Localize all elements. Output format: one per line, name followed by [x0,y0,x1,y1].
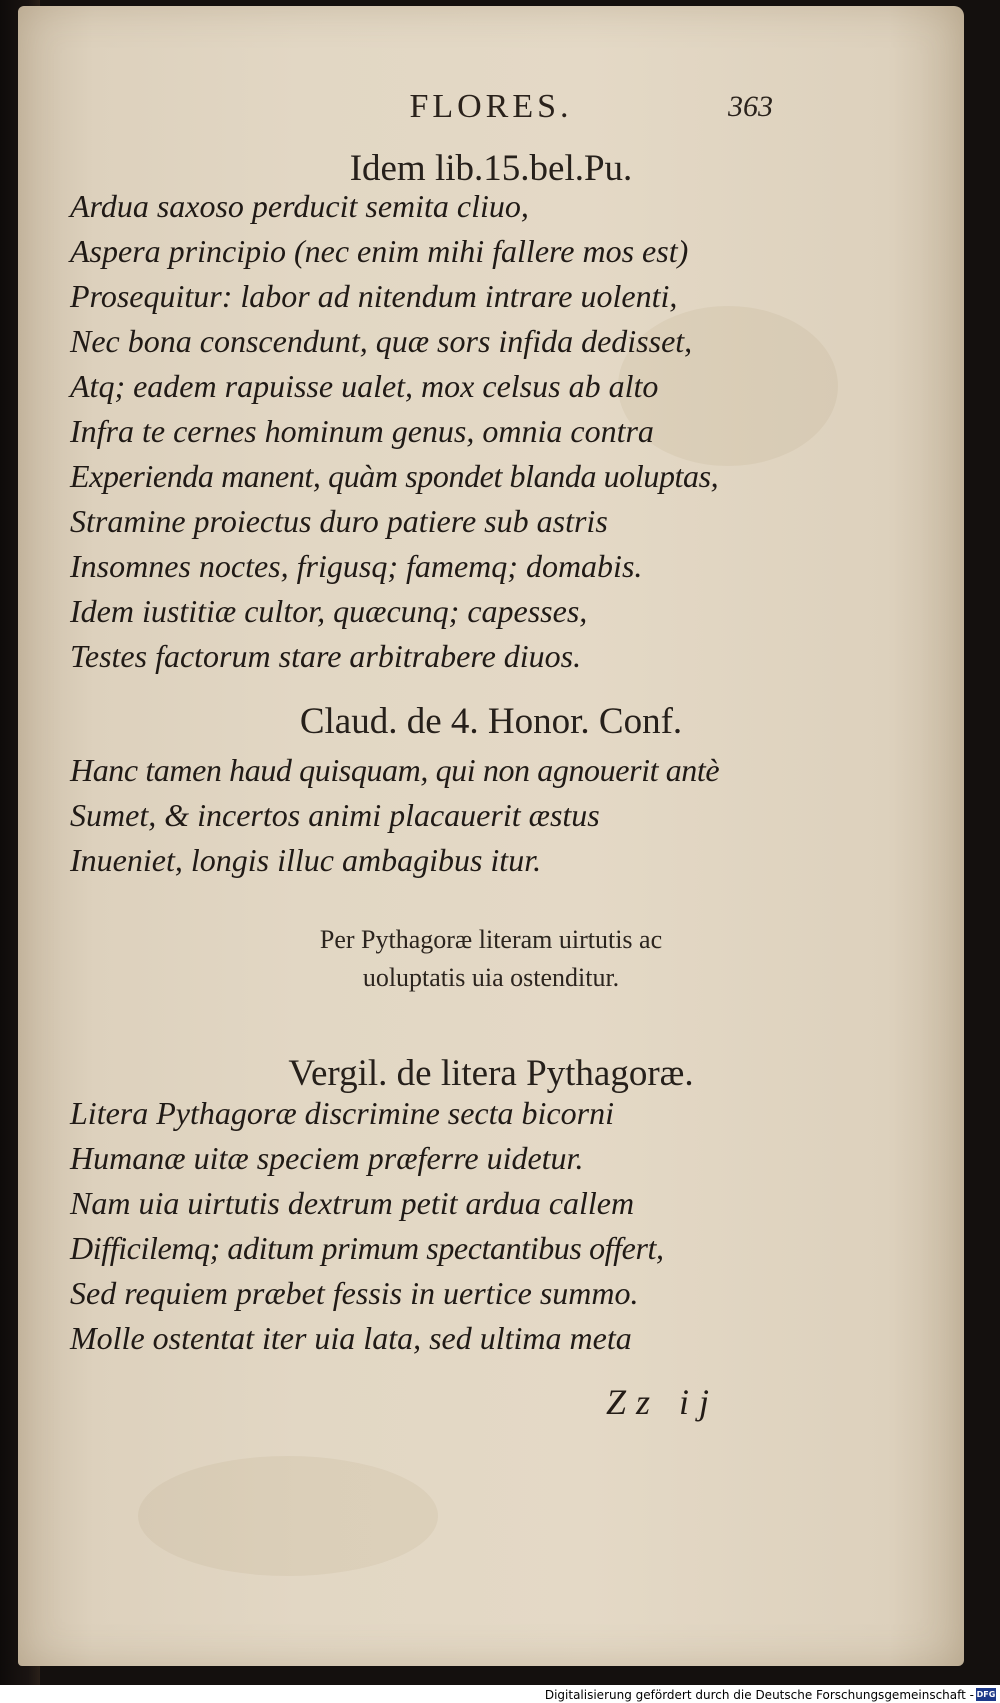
book-page [18,6,964,1666]
verse-line: Nec bona conscendunt, quæ sors infida dedisset, [70,323,693,359]
verse-block-vergil [70,1091,950,1361]
verse-line: Sed requiem præbet fessis in uertice summo. [70,1275,639,1311]
section-heading-vergil: Vergil. de litera Pythagoræ. [288,1053,694,1094]
verse-line: Humanæ uitæ speciem præferre uidetur. [70,1140,584,1176]
footer-credit: Digitalisierung gefördert durch die Deutsche Forschungsgemeinschaft - [544,1688,974,1702]
running-head: FLORES. [409,88,573,125]
verse-line: Experienda manent, quàm spondet blanda uoluptas, [70,458,719,494]
verse-line: Aspera principio (nec enim mihi fallere mos est) [70,233,689,269]
paper-stain [138,1456,438,1576]
verse-line: Nam uia uirtutis dextrum petit ardua callem [70,1185,635,1221]
prose-line: Per Pythagoræ literam uirtutis ac [319,925,663,954]
dfg-logo-icon: DFG [976,1690,996,1699]
verse-line: Sumet, & incertos animi placauerit æstus [70,797,600,833]
verse-block-claudian [70,748,950,883]
page-number: 363 [728,90,773,123]
verse-line: Prosequitur: labor ad nitendum intrare uolenti, [70,278,678,314]
verse-line: Infra te cernes hominum genus, omnia contra [70,413,654,449]
verse-line: Testes factorum stare arbitrabere diuos. [70,638,582,674]
verse-line: Inueniet, longis illuc ambagibus itur. [70,842,542,878]
verse-block-livy [70,184,950,679]
prose-line: uoluptatis uia ostenditur. [362,963,620,992]
verse-line: Molle ostentat iter uia lata, sed ultima meta [70,1320,632,1356]
verse-line: Hanc tamen haud quisquam, qui non agnouerit antè [70,752,720,788]
verse-line: Litera Pythagoræ discrimine secta bicorni [70,1095,614,1131]
footer-bar [0,1685,1000,1703]
catchword: Zz ij [606,1382,720,1422]
verse-line: Stramine proiectus duro patiere sub astris [70,503,608,539]
verse-line: Atq; eadem rapuisse ualet, mox celsus ab alto [70,368,659,404]
verse-line: Ardua saxoso perducit semita cliuo, [70,188,529,224]
section-heading-claudian: Claud. de 4. Honor. Conf. [299,701,683,742]
prose-note [18,921,964,997]
verse-line: Idem iustitiæ cultor, quæcunq; capesses, [70,593,588,629]
verse-line: Difficilemq; aditum primum spectantibus offert, [70,1230,664,1266]
section-heading-livy: Idem lib.15.bel.Pu. [349,148,633,189]
verse-line: Insomnes noctes, frigusq; famemq; domabis. [70,548,643,584]
